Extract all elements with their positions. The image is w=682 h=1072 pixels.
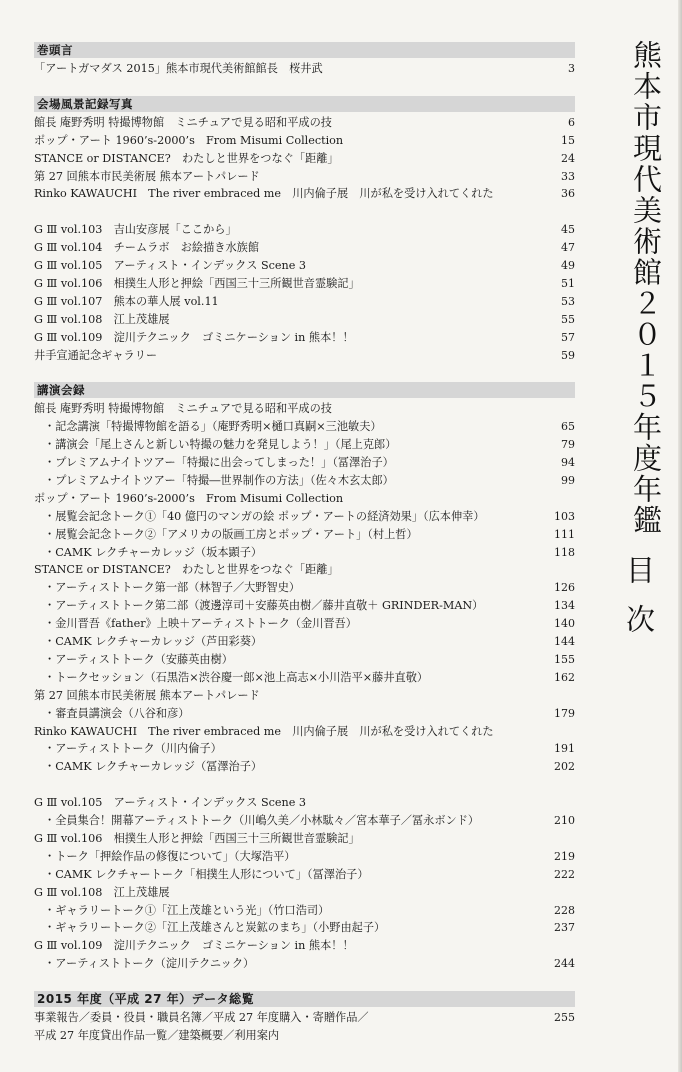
toc-subentry	[34, 508, 575, 526]
page-number: 24	[561, 151, 575, 165]
toc-entry	[34, 150, 575, 168]
spacer	[34, 776, 575, 794]
page-number: 228	[554, 903, 575, 917]
page-number: 219	[554, 849, 575, 863]
spacer	[34, 203, 575, 221]
entry-title: ・ギャラリートーク①「江上茂雄という光」（竹口浩司）	[44, 903, 330, 917]
entry-title: G Ⅲ vol.109 淀川テクニック ゴミニケーション in 熊本！！	[34, 330, 354, 344]
entry-title: ・全員集合！開幕アーティストトーク（川嶋久美／小林駄々／宮本華子／冨永ボンド）	[44, 814, 480, 828]
page-number: 255	[554, 1011, 575, 1025]
entry-title: 井手宣通記念ギャラリー	[34, 348, 158, 362]
entry-title: G Ⅲ vol.109 淀川テクニック ゴミニケーション in 熊本！！	[34, 939, 354, 953]
toc-entry	[34, 490, 575, 508]
page-number: 94	[561, 456, 575, 470]
toc-entry	[34, 239, 575, 257]
section-spacer	[34, 973, 575, 991]
toc-entry	[34, 60, 575, 78]
table-of-contents	[34, 42, 575, 1045]
entry-title: 館長 庵野秀明 特撮博物館 ミニチュアで見る昭和平成の技	[34, 402, 332, 416]
toc-subentry	[34, 651, 575, 669]
entry-title: 第 27 回熊本市民美術展 熊本アートパレード	[34, 688, 260, 702]
page-number: 222	[554, 867, 575, 881]
entry-title: G Ⅲ vol.103 吉山安彦展「ここから」	[34, 223, 237, 237]
page-number: 33	[561, 169, 575, 183]
entry-title: ・アーティストトーク（淀川テクニック）	[44, 957, 255, 971]
toc-entry	[34, 257, 575, 275]
section-header: 巻頭言	[34, 42, 575, 58]
entry-title: G Ⅲ vol.105 アーティスト・インデックス Scene 3	[34, 796, 307, 810]
page-number: 162	[554, 670, 575, 684]
toc-subentry	[34, 579, 575, 597]
page-number: 45	[561, 223, 575, 237]
toc-entry	[34, 114, 575, 132]
entry-title: STANCE or DISTANCE? わたしと世界をつなぐ「距離」	[34, 563, 339, 577]
toc-entry	[34, 1027, 575, 1045]
page-number: 210	[554, 814, 575, 828]
toc-subentry	[34, 633, 575, 651]
entry-title: ・展覧会記念トーク②「アメリカの版画工房とポップ・アート」（村上哲）	[44, 527, 418, 541]
entry-title: 館長 庵野秀明 特撮博物館 ミニチュアで見る昭和平成の技	[34, 115, 332, 129]
toc-entry	[34, 400, 575, 418]
entry-title: 第 27 回熊本市民美術展 熊本アートパレード	[34, 169, 260, 183]
section-spacer	[34, 364, 575, 382]
page-number: 111	[554, 527, 575, 541]
entry-title: ・審査員講演会（八谷和彦）	[44, 706, 190, 720]
entry-title: ・アーティストトーク第二部（渡邊淳司＋安藤英由樹／藤井直敬＋ GRINDER-MAN）	[44, 599, 484, 613]
page-number: 47	[561, 241, 575, 255]
page-edge	[678, 0, 682, 1072]
page-number: 118	[554, 545, 575, 559]
entry-title: ・記念講演「特撮博物館を語る」（庵野秀明×樋口真嗣×三池敏夫）	[44, 420, 382, 434]
entry-title: Rinko KAWAUCHI The river embraced me 川内倫子展 川が私を受け入れてくれた	[34, 187, 494, 201]
toc-entry	[34, 347, 575, 365]
entry-title: ・CAMK レクチャーカレッジ（坂本顕子）	[44, 545, 263, 559]
toc-subentry	[34, 705, 575, 723]
toc-subentry	[34, 955, 575, 973]
page-number: 6	[568, 115, 575, 129]
page-number: 3	[568, 62, 575, 75]
entry-title: G Ⅲ vol.107 熊本の華人展 vol.11	[34, 294, 219, 308]
toc-subentry	[34, 812, 575, 830]
entry-title: ポップ・アート 1960’s-2000’s From Misumi Collection	[34, 491, 344, 505]
page-number: 53	[561, 294, 575, 308]
page-number: 55	[561, 312, 575, 326]
entry-title: ・アーティストトーク第一部（林智子／大野智史）	[44, 581, 301, 595]
page-number: 191	[554, 742, 575, 756]
entry-title: ・トークセッション（石黒浩×渋谷慶一郎×池上高志×小川浩平×藤井直敬）	[44, 670, 429, 684]
vertical-title: 熊本市現代美術館２０１５年度年鑑	[629, 40, 663, 536]
page-number: 36	[561, 187, 575, 201]
toc-subentry	[34, 418, 575, 436]
vertical-subtitle: 目次	[622, 555, 656, 653]
entry-title: 事業報告／委員・役員・職員名簿／平成 27 年度購入・寄贈作品／	[34, 1011, 369, 1025]
entry-title: ・金川晋吾《father》上映＋アーティストトーク（金川晋吾）	[44, 617, 357, 631]
toc-subentry	[34, 597, 575, 615]
toc-entry	[34, 168, 575, 186]
entry-title: ・CAMK レクチャーカレッジ（芦田彩葵）	[44, 635, 263, 649]
toc-entry	[34, 723, 575, 741]
toc-subentry	[34, 758, 575, 776]
page-number: 65	[561, 420, 575, 434]
entry-title: G Ⅲ vol.104 チームラボ お絵描き水族館	[34, 241, 260, 255]
page-number: 140	[554, 617, 575, 631]
page-number: 144	[554, 635, 575, 649]
toc-subentry	[34, 454, 575, 472]
page-number: 237	[554, 921, 575, 935]
page-number: 57	[561, 330, 575, 344]
entry-title: ・CAMK レクチャーカレッジ（冨澤治子）	[44, 760, 263, 774]
toc-entry	[34, 221, 575, 239]
entry-title: G Ⅲ vol.106 相撲生人形と押絵「西国三十三所観世音霊験記」	[34, 277, 360, 291]
page-number: 202	[554, 760, 575, 774]
toc-section	[34, 42, 575, 78]
section-header: 講演会録	[34, 382, 575, 398]
entry-title: ・アーティストトーク（安藤英由樹）	[44, 652, 233, 666]
toc-entry	[34, 185, 575, 203]
toc-subentry	[34, 544, 575, 562]
entry-title: G Ⅲ vol.108 江上茂雄展	[34, 312, 170, 326]
page-number: 244	[554, 957, 575, 971]
page-number: 126	[554, 581, 575, 595]
entry-title: G Ⅲ vol.106 相撲生人形と押絵「西国三十三所観世音霊験記」	[34, 831, 360, 845]
toc-entry	[34, 794, 575, 812]
page-number: 155	[554, 652, 575, 666]
entry-title: G Ⅲ vol.105 アーティスト・インデックス Scene 3	[34, 259, 307, 273]
page-number: 134	[554, 599, 575, 613]
toc-section	[34, 96, 575, 365]
entry-title: ・アーティストトーク（川内倫子）	[44, 742, 222, 756]
entry-title: ・プレミアムナイトツアー「特撮に出会ってしまった！」（冨澤治子）	[44, 456, 394, 470]
toc-subentry	[34, 919, 575, 937]
entry-title: ・CAMK レクチャートーク「相撲生人形について」（冨澤治子）	[44, 867, 369, 881]
section-spacer	[34, 78, 575, 96]
toc-entry	[34, 329, 575, 347]
toc-entry	[34, 561, 575, 579]
section-header: 2015 年度（平成 27 年）データ総覧	[34, 991, 575, 1007]
entry-title: ・展覧会記念トーク①「40 億円のマンガの絵 ポップ・アートの経済効果」（広本伸幸）	[44, 509, 485, 523]
section-header: 会場風景記録写真	[34, 96, 575, 112]
toc-section	[34, 991, 575, 1045]
entry-title: ・講演会「尾上さんと新しい特撮の魅力を発見しよう！」（尾上克郎）	[44, 438, 397, 452]
toc-subentry	[34, 615, 575, 633]
toc-section	[34, 382, 575, 973]
toc-entry	[34, 1009, 575, 1027]
entry-title: ・プレミアムナイトツアー「特撮―世界制作の方法」（佐々木玄太郎）	[44, 474, 394, 488]
toc-entry	[34, 884, 575, 902]
page-number: 15	[561, 133, 575, 147]
page-number: 79	[561, 438, 575, 452]
entry-title: ポップ・アート 1960’s-2000’s From Misumi Collection	[34, 133, 344, 147]
toc-subentry	[34, 669, 575, 687]
toc-subentry	[34, 526, 575, 544]
toc-entry	[34, 275, 575, 293]
toc-entry	[34, 311, 575, 329]
toc-entry	[34, 937, 575, 955]
toc-entry	[34, 830, 575, 848]
page-number: 99	[561, 474, 575, 488]
toc-entry	[34, 132, 575, 150]
page-number: 51	[561, 277, 575, 291]
toc-subentry	[34, 848, 575, 866]
page-number: 179	[554, 706, 575, 720]
entry-title: ・ギャラリートーク②「江上茂雄さんと炭鉱のまち」（小野由起子）	[44, 921, 386, 935]
entry-title: G Ⅲ vol.108 江上茂雄展	[34, 885, 170, 899]
toc-entry	[34, 293, 575, 311]
toc-subentry	[34, 472, 575, 490]
toc-entry	[34, 687, 575, 705]
entry-title: STANCE or DISTANCE? わたしと世界をつなぐ「距離」	[34, 151, 339, 165]
entry-title: 「アートガマダス 2015」熊本市現代美術館館長 桜井武	[34, 62, 323, 75]
entry-title: Rinko KAWAUCHI The river embraced me 川内倫子展 川が私を受け入れてくれた	[34, 724, 494, 738]
toc-subentry	[34, 436, 575, 454]
entry-title: ・トーク「押絵作品の修復について」（大塚浩平）	[44, 849, 296, 863]
entry-title: 平成 27 年度貸出作品一覧／建築概要／利用案内	[34, 1028, 280, 1042]
toc-subentry	[34, 902, 575, 920]
page-number: 49	[561, 259, 575, 273]
toc-subentry	[34, 866, 575, 884]
page-number: 59	[561, 348, 575, 362]
page-number: 103	[554, 509, 575, 523]
toc-subentry	[34, 740, 575, 758]
